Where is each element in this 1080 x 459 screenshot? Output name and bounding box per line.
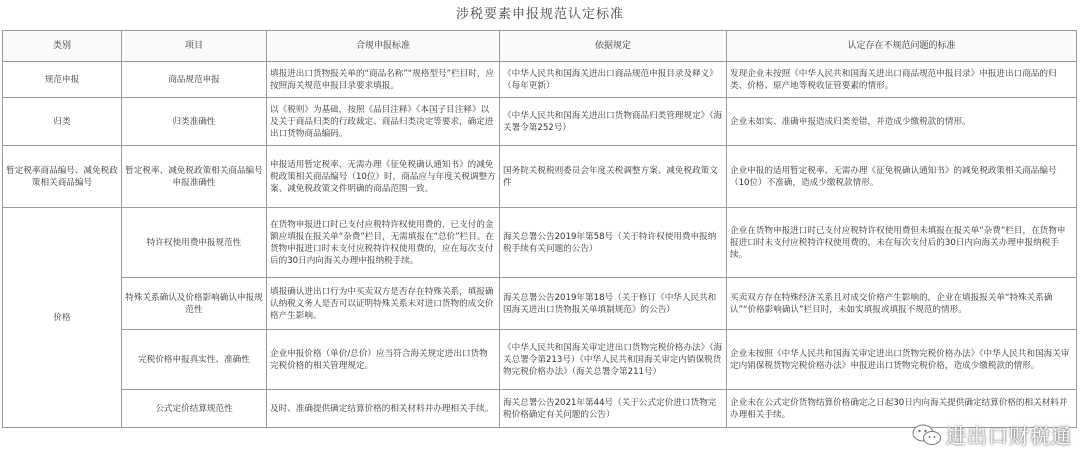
table-row (3, 330, 1077, 390)
header-criteria: 认定存在不规范问题的标准 (727, 31, 1077, 62)
item-cell: 暂定税率、减免税政策相关商品编号申报准确性 (122, 146, 267, 208)
standard-cell: 企业申报价格（单价/总价）应当符合海关规定进出口货物完税价格的相关管理规定。 (267, 330, 500, 390)
table-row (3, 62, 1077, 98)
item-cell: 特许权使用费申报规范性 (122, 208, 267, 278)
table-row (3, 278, 1077, 330)
header-item: 项目 (122, 31, 267, 62)
basis-cell: 《中华人民共和国海关进出口商品规范申报目录及释义》（每年更新） (500, 62, 727, 98)
item-cell: 完税价格申报真实性、准确性 (122, 330, 267, 390)
table-row (3, 146, 1077, 208)
standard-cell: 在货物申报进口时已支付应税特许权使用费的，已支付的金额应填报在报关单“杂费”栏目，无需填报在“总价”栏目。在货物申报进口时未支付应税特许权使用费的，应在每次支付后的30日内向海关办理申报纳税手续。 (267, 208, 500, 278)
header-category: 类别 (3, 31, 122, 62)
standard-cell: 以《税则》为基础，按照《品目注释》《本国子目注释》以及关于商品归类的行政裁定、商品归类决定等要求，确定进出口货物商品编码。 (267, 98, 500, 146)
header-basis: 依据规定 (500, 31, 727, 62)
criteria-cell: 买卖双方存在特殊经济关系且对成交价格产生影响的，企业在填报报关单“特殊关系确认”“价格影响确认”栏目时，未如实填报或填报不规范的情形。 (727, 278, 1077, 330)
basis-cell: 《中华人民共和国海关审定进出口货物完税价格办法》（海关总署令第213号）《中华人民共和国海关审定内销保税货物完税价格办法》（海关总署令第211号） (500, 330, 727, 390)
header-standard: 合规申报标准 (267, 31, 500, 62)
criteria-cell: 企业申报的适用暂定税率、无需办理《征免税确认通知书》的减免税政策相关商品编号（10位）不准确，造成少缴税款情形。 (727, 146, 1077, 208)
standard-cell: 申报适用暂定税率、无需办理《征免税确认通知书》的减免税政策相关商品编号（10位）时，商品应与年度关税调整方案、减免税政策文件明确的商品范围一致。 (267, 146, 500, 208)
basis-cell: 《中华人民共和国海关进出口货物商品归类管理规定》（海关署令第252号） (500, 98, 727, 146)
basis-cell: 海关总署公告2019年第58号（关于特许权使用费申报纳税手续有关问题的公告） (500, 208, 727, 278)
basis-cell: 国务院关税税则委员会年度关税调整方案、减免税政策文件 (500, 146, 727, 208)
criteria-cell: 企业在货物申报进口时已支付应税特许权使用费但未填报在报关单“杂费”栏目，在货物申报进口时未支付应税特许权使用费的，未在每次支付后的30日内向海关办理申报纳税手续。 (727, 208, 1077, 278)
item-cell: 特殊关系确认及价格影响确认申报规范性 (122, 278, 267, 330)
table-row (3, 390, 1077, 428)
standard-cell: 填报进出口货物报关单的“商品名称”“规格型号”栏目时，应按照海关规范申报目录要求填报。 (267, 62, 500, 98)
table-row (3, 208, 1077, 278)
basis-cell: 海关总署公告2021年第44号（关于公式定价进口货物完税价格确定有关问题的公告） (500, 390, 727, 428)
standards-table (2, 30, 1077, 428)
criteria-cell: 企业未按照《中华人民共和国海关审定进出口货物完税价格办法》《中华人民共和国海关审定内销保税货物完税价格办法》申报进出口货物完税价格，造成少缴税款的情形。 (727, 330, 1077, 390)
watermark-text: 进出口财税通 (946, 424, 1072, 448)
basis-cell: 海关总署公告2019年第18号（关于修订《中华人民共和国海关进出口货物报关单填制规范》的公告） (500, 278, 727, 330)
item-cell: 商品规范申报 (122, 62, 267, 98)
criteria-cell: 企业未在公式定价货物结算价格确定之日起30日内向海关提供确定结算价格的相关材料并办理相关手续。 (727, 390, 1077, 428)
category-cell: 规范申报 (3, 62, 122, 98)
criteria-cell: 发现企业未按照《中华人民共和国海关进出口商品规范申报目录》申报进出口商品的归类、价格、原产地等税收征管要素的情形。 (727, 62, 1077, 98)
item-cell: 公式定价结算规范性 (122, 390, 267, 428)
criteria-cell: 企业未如实、准确申报造成归类差错，并造成少缴税款的情形。 (727, 98, 1077, 146)
item-cell: 归类准确性 (122, 98, 267, 146)
category-cell: 暂定税率商品编号、减免税政策相关商品编号 (3, 146, 122, 208)
page-title: 涉税要素申报规范认定标准 (455, 7, 624, 22)
category-cell: 归类 (3, 98, 122, 146)
table-header-row (3, 31, 1077, 62)
table-row (3, 98, 1077, 146)
standard-cell: 及时、准确提供确定结算价格的相关材料并办理相关手续。 (267, 390, 500, 428)
category-cell: 价格 (3, 208, 122, 428)
standard-cell: 填报确认进出口行为中买卖双方是否存在特殊关系，填报确认纳税义务人是否可以证明特殊关系未对进口货物的成交价格产生影响。 (267, 278, 500, 330)
